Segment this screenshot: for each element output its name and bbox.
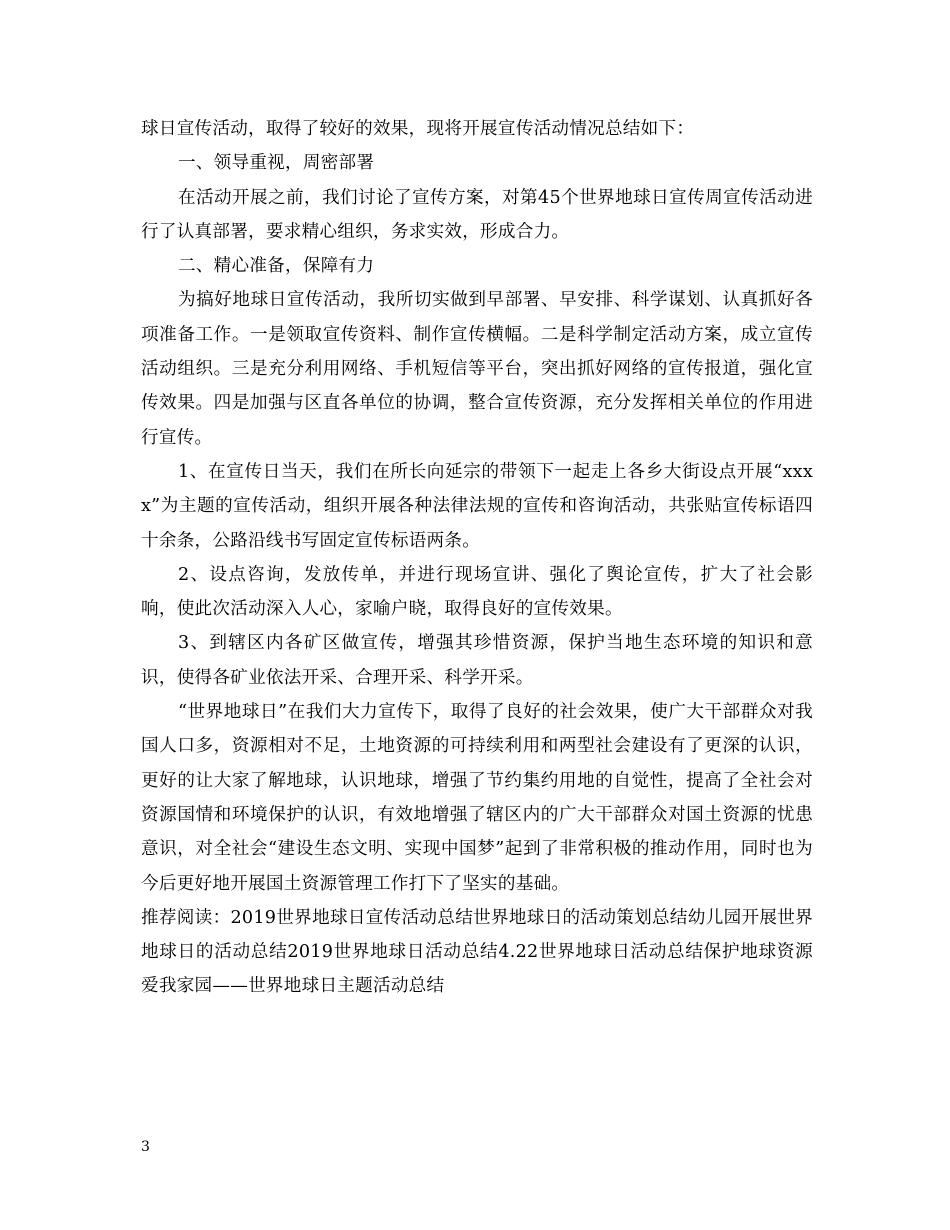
paragraph-item-3: 3、到辖区内各矿区做宣传，增强其珍惜资源，保护当地生态环境的知识和意识，使得各矿业依法开采、合理开采、科学开采。 [141,633,813,688]
paragraph-preparation: 为搞好地球日宣传活动，我所切实做到早部署、早安排、科学谋划、认真抓好各项准备工作。一是领取宣传资料、制作宣传横幅。二是科学制定活动方案，成立宣传活动组织。三是充分利用网络、手机短信等平台，突出抓好网络的宣传报道，强化宣传效果。四是加强与区直各单位的协调，整合宣传资源，充分发挥相关单位的作用进行宣传。 [141,290,813,448]
section-heading-leadership: 一、领导重视，周密部署 [177,153,375,174]
section-heading-preparation: 二、精心准备，保障有力 [177,256,375,277]
paragraph-item-2: 2、设点咨询，发放传单，并进行现场宣讲、强化了舆论宣传，扩大了社会影响，使此次活动深入人心，家喻户晓，取得良好的宣传效果。 [141,564,813,620]
recommended-reading: 推荐阅读：2019世界地球日宣传活动总结世界地球日的活动策划总结幼儿园开展世界地球日的活动总结2019世界地球日活动总结4.22世界地球日活动总结保护地球资源爱我家园——世界地球日主题活动总结 [141,907,813,997]
paragraph-intro-continuation: 球日宣传活动，取得了较好的效果，现将开展宣传活动情况总结如下： [141,119,695,139]
paragraph-conclusion: “世界地球日”在我们大力宣传下，取得了良好的社会效果，使广大干部群众对我国人口多，资源相对不足，土地资源的可持续利用和两型社会建设有了更深的认识，更好的让大家了解地球，认识地球，增强了节约集约用地的自觉性，提高了全社会对资源国情和环境保护的认识，有效地增强了辖区内的广大干部群众对国土资源的忧患意识，对全社会“建设生态文明、实现中国梦”起到了非常积极的推动作用，同时也为今后更好地开展国土资源管理工作打下了坚实的基础。 [141,702,813,894]
document-body [141,112,813,1004]
paragraph-planning: 在活动开展之前，我们讨论了宣传方案，对第45个世界地球日宣传周宣传活动进行了认真部署，要求精心组织，务求实效，形成合力。 [141,187,813,242]
page-number: 3 [141,1139,150,1155]
paragraph-item-1: 1、在宣传日当天，我们在所长向延宗的带领下一起走上各乡大街设点开展“xxxx”为主题的宣传活动，组织开展各种法律法规的宣传和咨询活动，共张贴宣传标语四十余条，公路沿线书写固定宣传标语两条。 [141,461,813,551]
